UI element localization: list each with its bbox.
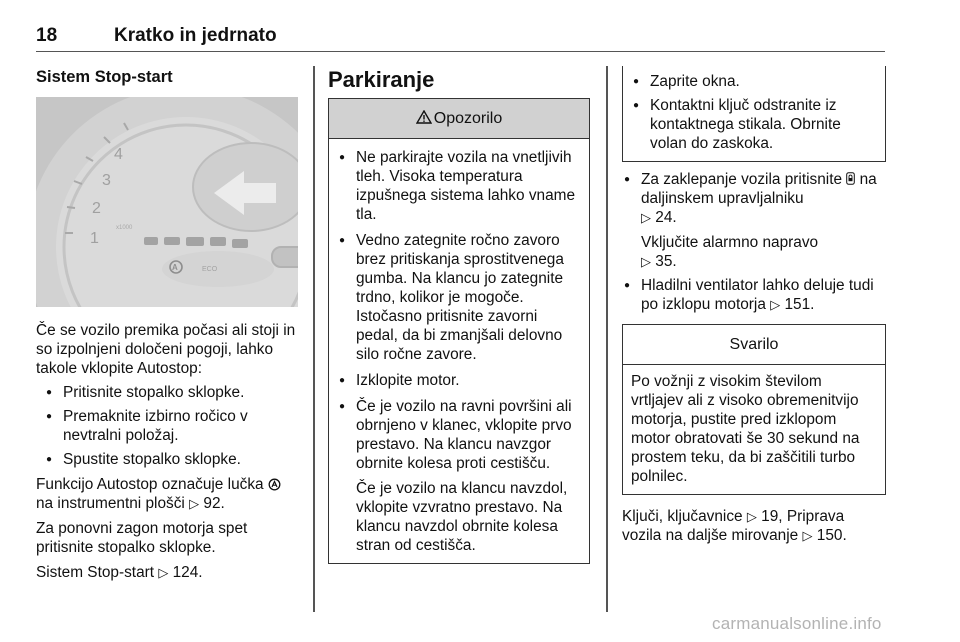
warning-box-continued — [622, 66, 886, 162]
list-item: ● Zaprite okna. — [631, 72, 875, 91]
warning-header: Opozorilo — [329, 99, 589, 139]
list-item: ● Pritisnite stopalko sklopke. — [44, 383, 300, 402]
list-item: ● Premaknite izbirno ročico v nevtralni položaj. — [44, 407, 300, 445]
warning-list-continued — [631, 72, 875, 153]
caution-header: Svarilo — [623, 325, 885, 365]
page-ref[interactable]: 35. — [655, 253, 677, 270]
page-header — [36, 26, 885, 52]
watermark: carmanualsonline.info — [712, 614, 882, 633]
section-title: Parkiranje — [328, 67, 435, 92]
cross-reference-paragraph: Ključi, ključavnice ▷ 19, Priprava vozila na daljše mirovanje ▷ 150. — [622, 508, 847, 544]
page-ref-arrow-icon: ▷ — [641, 210, 651, 225]
page-number: 18 — [36, 25, 58, 46]
section-title: Sistem Stop-start — [36, 68, 173, 86]
page-ref[interactable]: 92. — [203, 495, 225, 512]
page-ref-arrow-icon: ▷ — [158, 565, 169, 580]
page-ref-arrow-icon: ▷ — [770, 297, 781, 312]
warning-box — [328, 98, 590, 564]
list-item: ● Hladilni ventilator lahko deluje tudi po izklopu motorja ▷ 151. — [622, 276, 886, 314]
page-ref-arrow-icon: ▷ — [641, 254, 651, 269]
autostop-steps-list — [36, 383, 300, 469]
chapter-title: Kratko in jedrnato — [114, 25, 277, 46]
column-divider — [606, 66, 608, 612]
gauge-drawing — [36, 97, 298, 307]
page-ref[interactable]: 24. — [655, 209, 677, 226]
instrument-cluster-illustration — [36, 97, 298, 307]
list-item: ● Če je vozilo na ravni površini ali obrnjeno v klanec, vklopite prvo prestavo. Na klancu navzgor obrnite kolesa proti cestišču. Če je vozilo na klancu navzdol, vklopite vzvratno prestavo. Na klancu navzdol obrnite kolesa stran od cestišča. — [337, 397, 579, 555]
caution-box — [622, 324, 886, 495]
column-stop-start — [36, 66, 300, 582]
gauge-number: 1 — [90, 230, 99, 247]
list-item-continuation: Če je vozilo na klancu navzdol, vklopite vzvratno prestavo. Na klancu navzdol obrnite kolesa stran od cestišča. — [356, 480, 568, 554]
list-item: ● Spustite stopalko sklopke. — [44, 450, 300, 469]
page-ref[interactable]: 19, Priprava vozila na daljše mirovanje — [622, 508, 845, 544]
list-item: ● Kontaktni ključ odstranite iz kontaktnega stikala. Obrnite volan do zaskoka. — [631, 96, 875, 153]
list-item: ● Izklopite motor. — [337, 371, 579, 390]
svg-text:A: A — [172, 263, 178, 272]
page-ref-arrow-icon: ▷ — [746, 509, 757, 524]
page-ref-arrow-icon: ▷ — [189, 496, 200, 511]
page-ref-arrow-icon: ▷ — [802, 528, 813, 543]
gauge-number: 3 — [102, 172, 111, 189]
paragraph: Za ponovni zagon motorja spet pritisnite stopalko sklopke. — [36, 520, 248, 556]
column-parking — [328, 66, 590, 564]
page-ref[interactable]: 150. — [816, 527, 847, 544]
warning-list — [337, 148, 579, 555]
list-item: ● Ne parkirajte vozila na vnetljivih tleh. Visoka temperatura izpušnega sistema lahko vname tla. — [337, 148, 579, 224]
lock-button-icon — [846, 172, 855, 185]
column-divider — [313, 66, 315, 612]
gauge-number: 2 — [92, 200, 101, 217]
caution-body: Po vožnji z visokim številom vrtljajev ali z visoko obremenitvijo motorja, pustite pred izklopom motor obratovati še 30 sekund na prostem teku, da bi zaščitili turbo polnilec. — [631, 373, 860, 485]
page-ref[interactable]: 124. — [172, 564, 203, 581]
autostop-indicator-icon — [268, 478, 281, 491]
paragraph: Funkcijo Autostop označuje lučka na instrumentni plošči ▷ 92. — [36, 475, 300, 513]
list-item-continuation: Vključite alarmno napravo ▷ 35. — [641, 234, 819, 270]
paragraph: Sistem Stop-start ▷ 124. — [36, 564, 203, 581]
eco-label: ECO — [202, 266, 218, 273]
warning-triangle-icon — [416, 110, 432, 124]
list-item: ● Vedno zategnite ročno zavoro brez pritiskanja sprostitvenega gumba. Na klancu jo zategnite trdno, kolikor je mogoče. Istočasno pritisnite zavorni pedal, da bi zmanjšali delovno silo ročne zavore. — [337, 231, 579, 364]
list-item: ● Za zaklepanje vozila pritisnite na daljinskem upravljalniku ▷ 24. Vključite alarmno napravo ▷ 35. — [622, 170, 886, 271]
gauge-unit-label: x1000 — [116, 225, 133, 231]
gauge-number: 4 — [114, 146, 123, 163]
page-ref[interactable]: 151. — [784, 296, 815, 313]
intro-paragraph: Če se vozilo premika počasi ali stoji in so izpolnjeni določeni pogoji, lahko takole vklopite Autostop: — [36, 322, 296, 377]
parking-list — [622, 170, 886, 314]
warning-body — [329, 139, 589, 563]
column-parking-continued — [622, 66, 886, 545]
